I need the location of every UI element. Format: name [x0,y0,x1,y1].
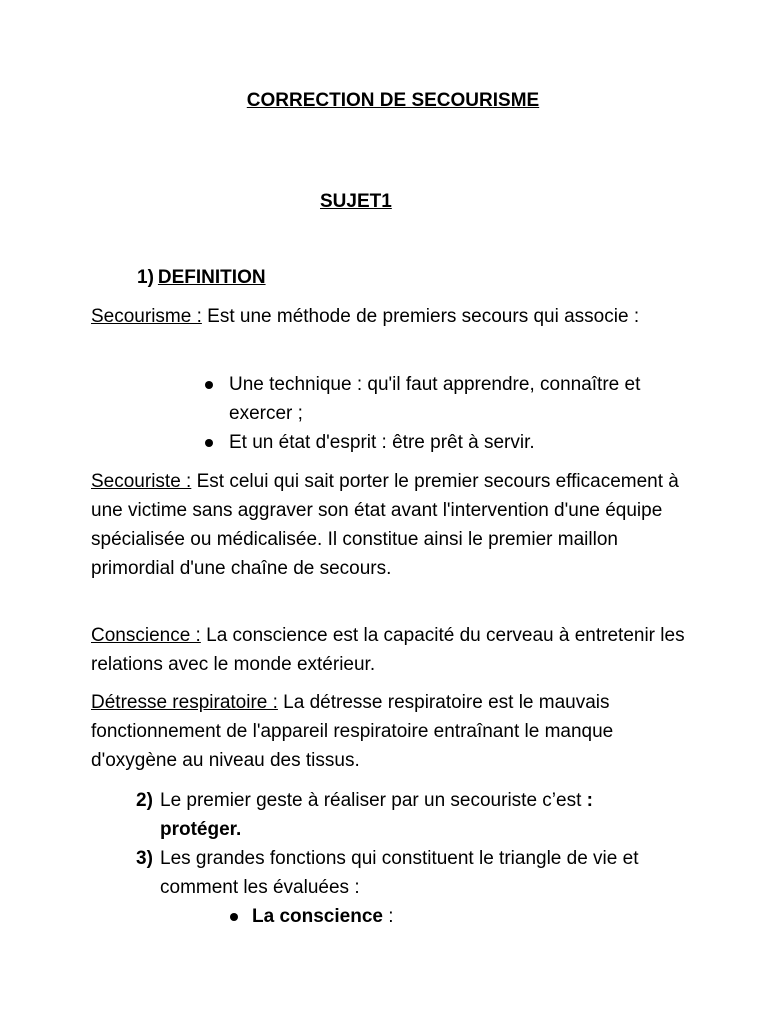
question-2-text [136,786,696,844]
question-2-number: 2) [136,790,153,811]
definition-detresse-respiratoire [91,688,691,775]
bullet-icon [205,381,213,389]
question-2 [136,786,696,844]
secourisme-text: Est une méthode de premiers secours qui associe : [201,306,640,327]
question-2-statement: Le premier geste à réaliser par un secouriste c’est [160,790,587,811]
sub-bullet-conscience [228,902,394,931]
question-3-text: Les grandes fonctions qui constituent le triangle de vie et comment les évaluées : [160,848,639,898]
section-1-number: 1) [137,267,154,288]
question-3-number: 3) [136,848,153,869]
document-title: CORRECTION DE SECOURISME [246,90,540,111]
secourisme-bullet-list [203,370,693,457]
sub-bullet-label: La conscience [252,906,383,927]
definition-conscience [91,621,691,679]
conscience-text: La conscience est la capacité du cerveau à entretenir les relations avec le monde extérieur. [91,625,685,675]
secouriste-text: Est celui qui sait porter le premier secours efficacement à une victime sans aggraver son état avant l'intervention d'une équipe spécialisée ou médicalisée. Il constitue ainsi le premier maillon primordial d'une chaîne de secours. [91,471,679,579]
section-1-title: DEFINITION [157,267,266,288]
detresse-label: Détresse respiratoire : [91,692,278,713]
section-1-heading [137,263,266,292]
secouriste-label: Secouriste : [91,471,192,492]
question-3 [136,844,696,902]
secourisme-label: Secourisme : [91,306,202,327]
bullet-icon [230,913,238,921]
definition-secouriste [91,467,691,583]
bullet-icon [205,439,213,447]
detresse-text: La détresse respiratoire est le mauvais fonctionnement de l'appareil respiratoire entraînant le manque d'oxygène au niveau des tissus. [91,692,614,771]
list-item [203,370,693,428]
definition-secourisme [91,302,691,331]
sub-bullet-suffix: : [382,906,394,927]
subject-heading: SUJET1 [320,191,392,212]
conscience-label: Conscience : [91,625,201,646]
bullet-text: Une technique : qu'il faut apprendre, connaître et exercer ; [229,374,641,424]
list-item [203,428,693,457]
question-2-colon: : [586,790,593,811]
question-2-answer: protéger. [160,819,242,840]
bullet-text: Et un état d'esprit : être prêt à servir. [229,432,535,453]
